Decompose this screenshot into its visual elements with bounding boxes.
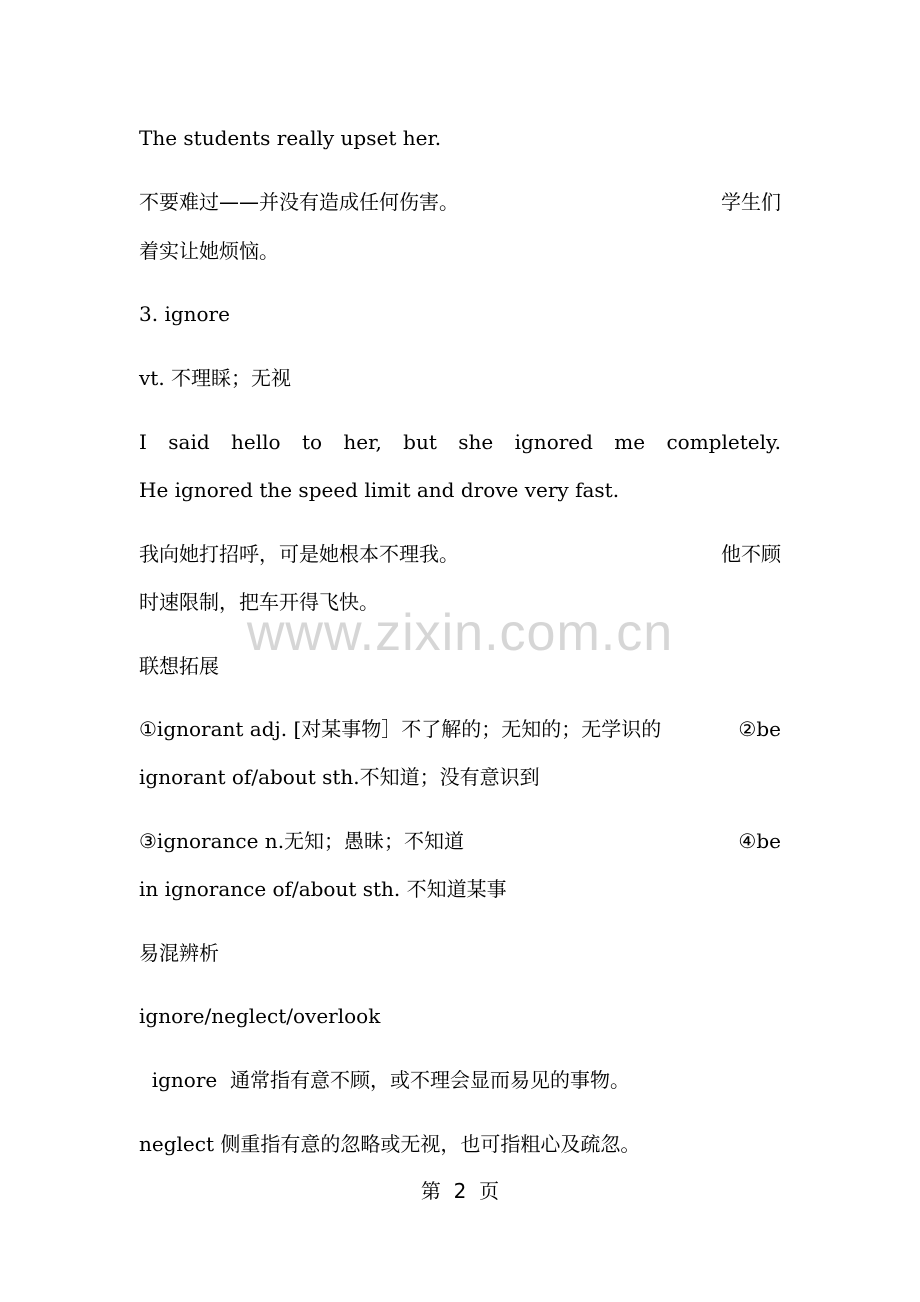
text-line-7: He ignored the speed limit and drove very fast. — [139, 478, 620, 502]
text-line-12: ignorant of/about sth.不知道；没有意识到 — [139, 765, 540, 789]
text-line-4: 3. ignore — [139, 302, 230, 326]
word: but — [403, 430, 437, 454]
word: completely. — [666, 430, 781, 454]
text-line-9: 时速限制，把车开得飞快。 — [139, 590, 379, 614]
text-line-16: ignore/neglect/overlook — [139, 1004, 381, 1028]
section-heading-association: 联想拓展 — [139, 654, 219, 678]
text-line-5: vt. 不理睬；无视 — [139, 366, 292, 390]
text-line-2-right: 学生们 — [721, 190, 781, 214]
text-line-11-right: ②be — [738, 717, 781, 741]
word: her, — [343, 430, 382, 454]
word: ignored — [514, 430, 593, 454]
word: me — [614, 430, 646, 454]
text-line-13 — [139, 827, 781, 855]
watermark: www.zixin.com.cn — [246, 604, 674, 662]
word: she — [458, 430, 494, 454]
text-line-2-left: 不要难过——并没有造成任何伤害。 — [139, 190, 459, 214]
text-line-8-left: 我向她打招呼，可是她根本不理我。 — [139, 542, 459, 566]
text-line-6 — [139, 428, 781, 456]
text-line-13-right: ④be — [738, 829, 781, 853]
text-line-13-left: ③ignorance n.无知；愚昧；不知道 — [139, 829, 465, 853]
word: to — [301, 430, 323, 454]
word: hello — [231, 430, 281, 454]
text-line-8-right: 他不顾 — [721, 542, 781, 566]
text-line-17: ignore 通常指有意不顾，或不理会显而易见的事物。 — [139, 1068, 630, 1092]
text-line-11-left: ①ignorant adj. [对某事物］不了解的；无知的；无学识的 — [139, 717, 662, 741]
text-line-2 — [139, 188, 781, 216]
text-line-8 — [139, 540, 781, 568]
section-heading-confusables: 易混辨析 — [139, 941, 219, 965]
text-line-3: 着实让她烦恼。 — [139, 239, 279, 263]
text-line-18: neglect 侧重指有意的忽略或无视，也可指粗心及疏忽。 — [139, 1132, 641, 1156]
word: said — [168, 430, 210, 454]
text-line-11 — [139, 715, 781, 743]
text-line-1: The students really upset her. — [139, 126, 442, 150]
page-number: 第 2 页 — [420, 1179, 500, 1203]
text-line-14: in ignorance of/about sth. 不知道某事 — [139, 877, 507, 901]
word: I — [139, 430, 147, 454]
